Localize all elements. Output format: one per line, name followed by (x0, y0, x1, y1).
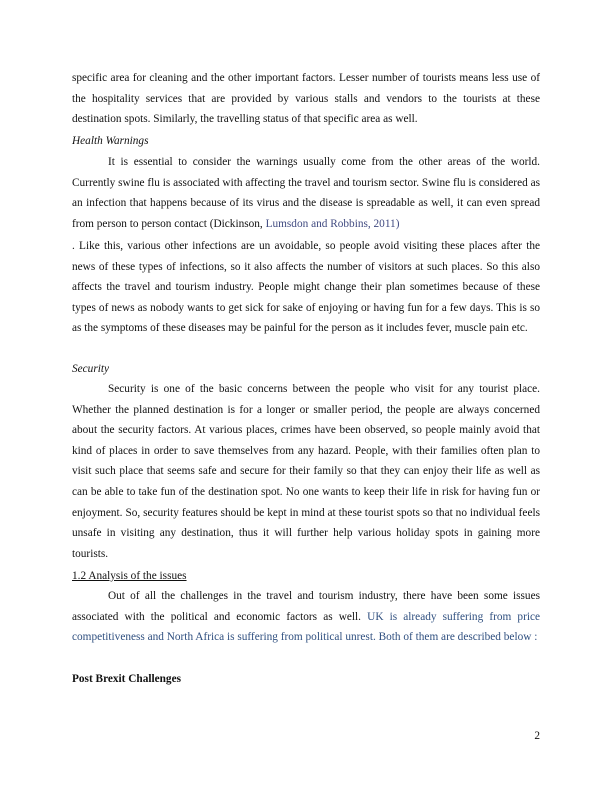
intro-paragraph: specific area for cleaning and the other important factors. Lesser number of tourists means less use of the hospitality services that are provided by various stalls and vendors to the tourists at these destination spots. Similarly, the travelling status of that specific area as well. (72, 72, 540, 126)
post-brexit-heading: Post Brexit Challenges (72, 673, 181, 685)
health-warnings-paragraph (72, 152, 540, 234)
health-warnings-heading: Health Warnings (72, 135, 149, 147)
citation-link: Lumsdon and Robbins, 2011) (265, 217, 400, 230)
analysis-paragraph (72, 586, 540, 648)
security-heading: Security (72, 363, 110, 375)
analysis-text: Out of all the challenges in the travel and tourism industry, there have been some issues associated with the political and economic factors as well. (72, 590, 540, 623)
health-warnings-text: It is essential to consider the warnings usually come from the other areas of the world. Currently swine flu is associated with affecting the travel and tourism sector. Swine flu is considered as an infection that happens because of its virus and the disease is spreadable as well, it can even spread from person to person contact (Dickinson, (72, 156, 540, 230)
security-paragraph: Security is one of the basic concerns between the people who visit for any tourist place. Whether the planned destination is for a longer or smaller period, the people are always concerned about the security factors. At various places, crimes have been observed, so people mainly avoid that kind of places in order to save themselves from any hazard. People, with their families often plan to visit such place that seems safe and secure for their family so that they can enjoy their life as well as can be able to take fun of the destination spot. No one wants to keep their life in risk for having fun or enjoyment. So, security features should be kept in mind at these tourist spots so that no individual feels unsafe in visiting any destination, thus it will further help various holiday spots in gaining more tourists. (72, 383, 540, 560)
analysis-highlight-text: UK is already suffering from price competitiveness and North Africa is suffering from political unrest. Both of them are described below : (72, 610, 541, 644)
page-number: 2 (534, 730, 540, 742)
infections-paragraph: . Like this, various other infections are un avoidable, so people avoid visiting these places after the news of these types of infections, so it also affects the number of visitors at such places. So this also affects the travel and tourism industry. People might change their plan sometimes because of these types of news as nobody wants to get sick for sake of enjoying or having fun for a few days. This is so as the symptoms of these diseases may be painful for the person as it includes fever, muscle pain etc. (72, 240, 540, 335)
analysis-heading: 1.2 Analysis of the issues (72, 570, 187, 582)
